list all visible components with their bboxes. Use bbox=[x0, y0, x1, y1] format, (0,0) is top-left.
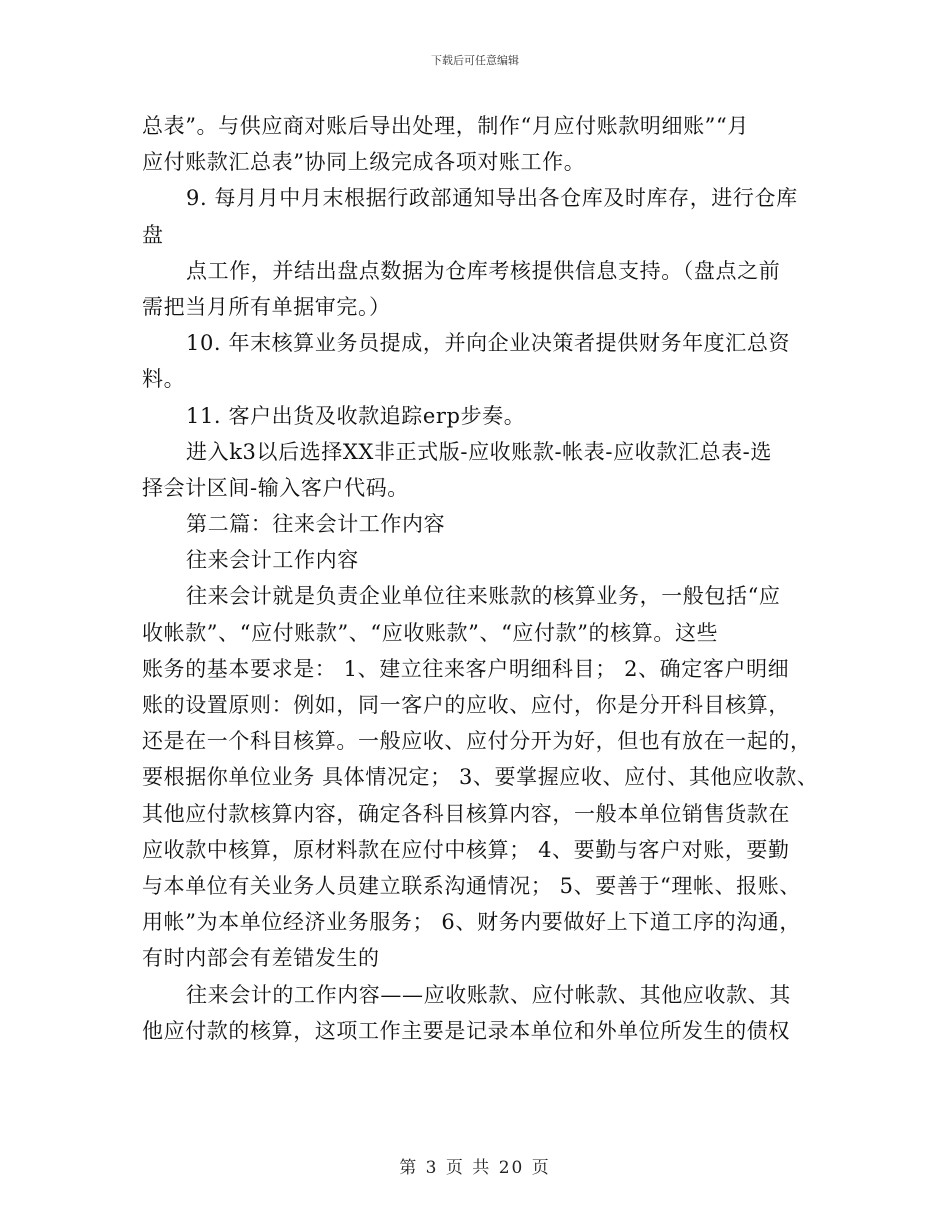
text-line: 还是在一个科目核算。一般应收、应付分开为好，但也有放在一起的， bbox=[142, 729, 812, 754]
text-line: 10. 年末核算业务员提成，并向企业决策者提供财务年度汇总资 bbox=[186, 331, 791, 356]
section-title: 第二篇：往来会计工作内容 bbox=[186, 512, 446, 537]
text-line: 点工作，并结出盘点数据为仓库考核提供信息支持。（盘点之前 bbox=[186, 258, 781, 283]
text-line: 需把当月所有单据审完。） bbox=[142, 294, 391, 319]
text-line: 料。 bbox=[142, 367, 186, 392]
text-line: 往来会计的工作内容——应收账款、应付帐款、其他应收款、其 bbox=[186, 982, 791, 1007]
subsection-title: 往来会计工作内容 bbox=[186, 548, 359, 573]
text-line: 应收款中核算，原材料款在应付中核算； 4、要勤与客户对账，要勤 bbox=[142, 837, 790, 862]
text-line: 应付账款汇总表”协同上级完成各项对账工作。 bbox=[142, 150, 586, 175]
text-line: 往来会计就是负责企业单位往来账款的核算业务，一般包括“应 bbox=[186, 584, 781, 609]
text-line: 有时内部会有差错发生的 bbox=[142, 946, 380, 971]
text-line: 9. 每月月中月末根据行政部通知导出各仓库及时库存，进行仓库 bbox=[186, 186, 798, 211]
text-line: 进入k3以后选择XX非正式版-应收账款-帐表-应收款汇总表-选 bbox=[186, 439, 772, 464]
text-line: 盘 bbox=[142, 222, 164, 247]
page-header-note: 下载后可任意编辑 bbox=[431, 54, 519, 67]
text-line: 他应付款的核算，这项工作主要是记录本单位和外单位所发生的债权 bbox=[142, 1018, 790, 1043]
text-line: 用帐”为本单位经济业务服务； 6、财务内要做好上下道工序的沟通， bbox=[142, 910, 801, 935]
text-line: 收帐款”、“应付账款”、“应收账款”、“应付款”的核算。这些 bbox=[142, 620, 719, 645]
page-number: 第 3 页 共 20 页 bbox=[399, 1158, 551, 1178]
text-line: 要根据你单位业务 具体情况定； 3、要掌握应收、应付、其他应收款、 bbox=[142, 765, 819, 790]
text-line: 11. 客户出货及收款追踪erp步奏。 bbox=[186, 403, 526, 428]
document-body bbox=[142, 108, 817, 1049]
text-line: 择会计区间-输入客户代码。 bbox=[142, 475, 409, 500]
text-line: 其他应付款核算内容，确定各科目核算内容，一般本单位销售货款在 bbox=[142, 801, 790, 826]
text-line: 账的设置原则：例如，同一客户的应收、应付，你是分开科目核算， bbox=[142, 693, 790, 717]
text-line: 账务的基本要求是： 1、建立往来客户明细科目； 2、确定客户明细 bbox=[142, 656, 790, 681]
text-line: 与本单位有关业务人员建立联系沟通情况； 5、要善于“理帐、报账、 bbox=[142, 873, 801, 898]
text-line: 总表”。与供应商对账后导出处理，制作“月应付账款明细账”“月 bbox=[142, 114, 749, 138]
